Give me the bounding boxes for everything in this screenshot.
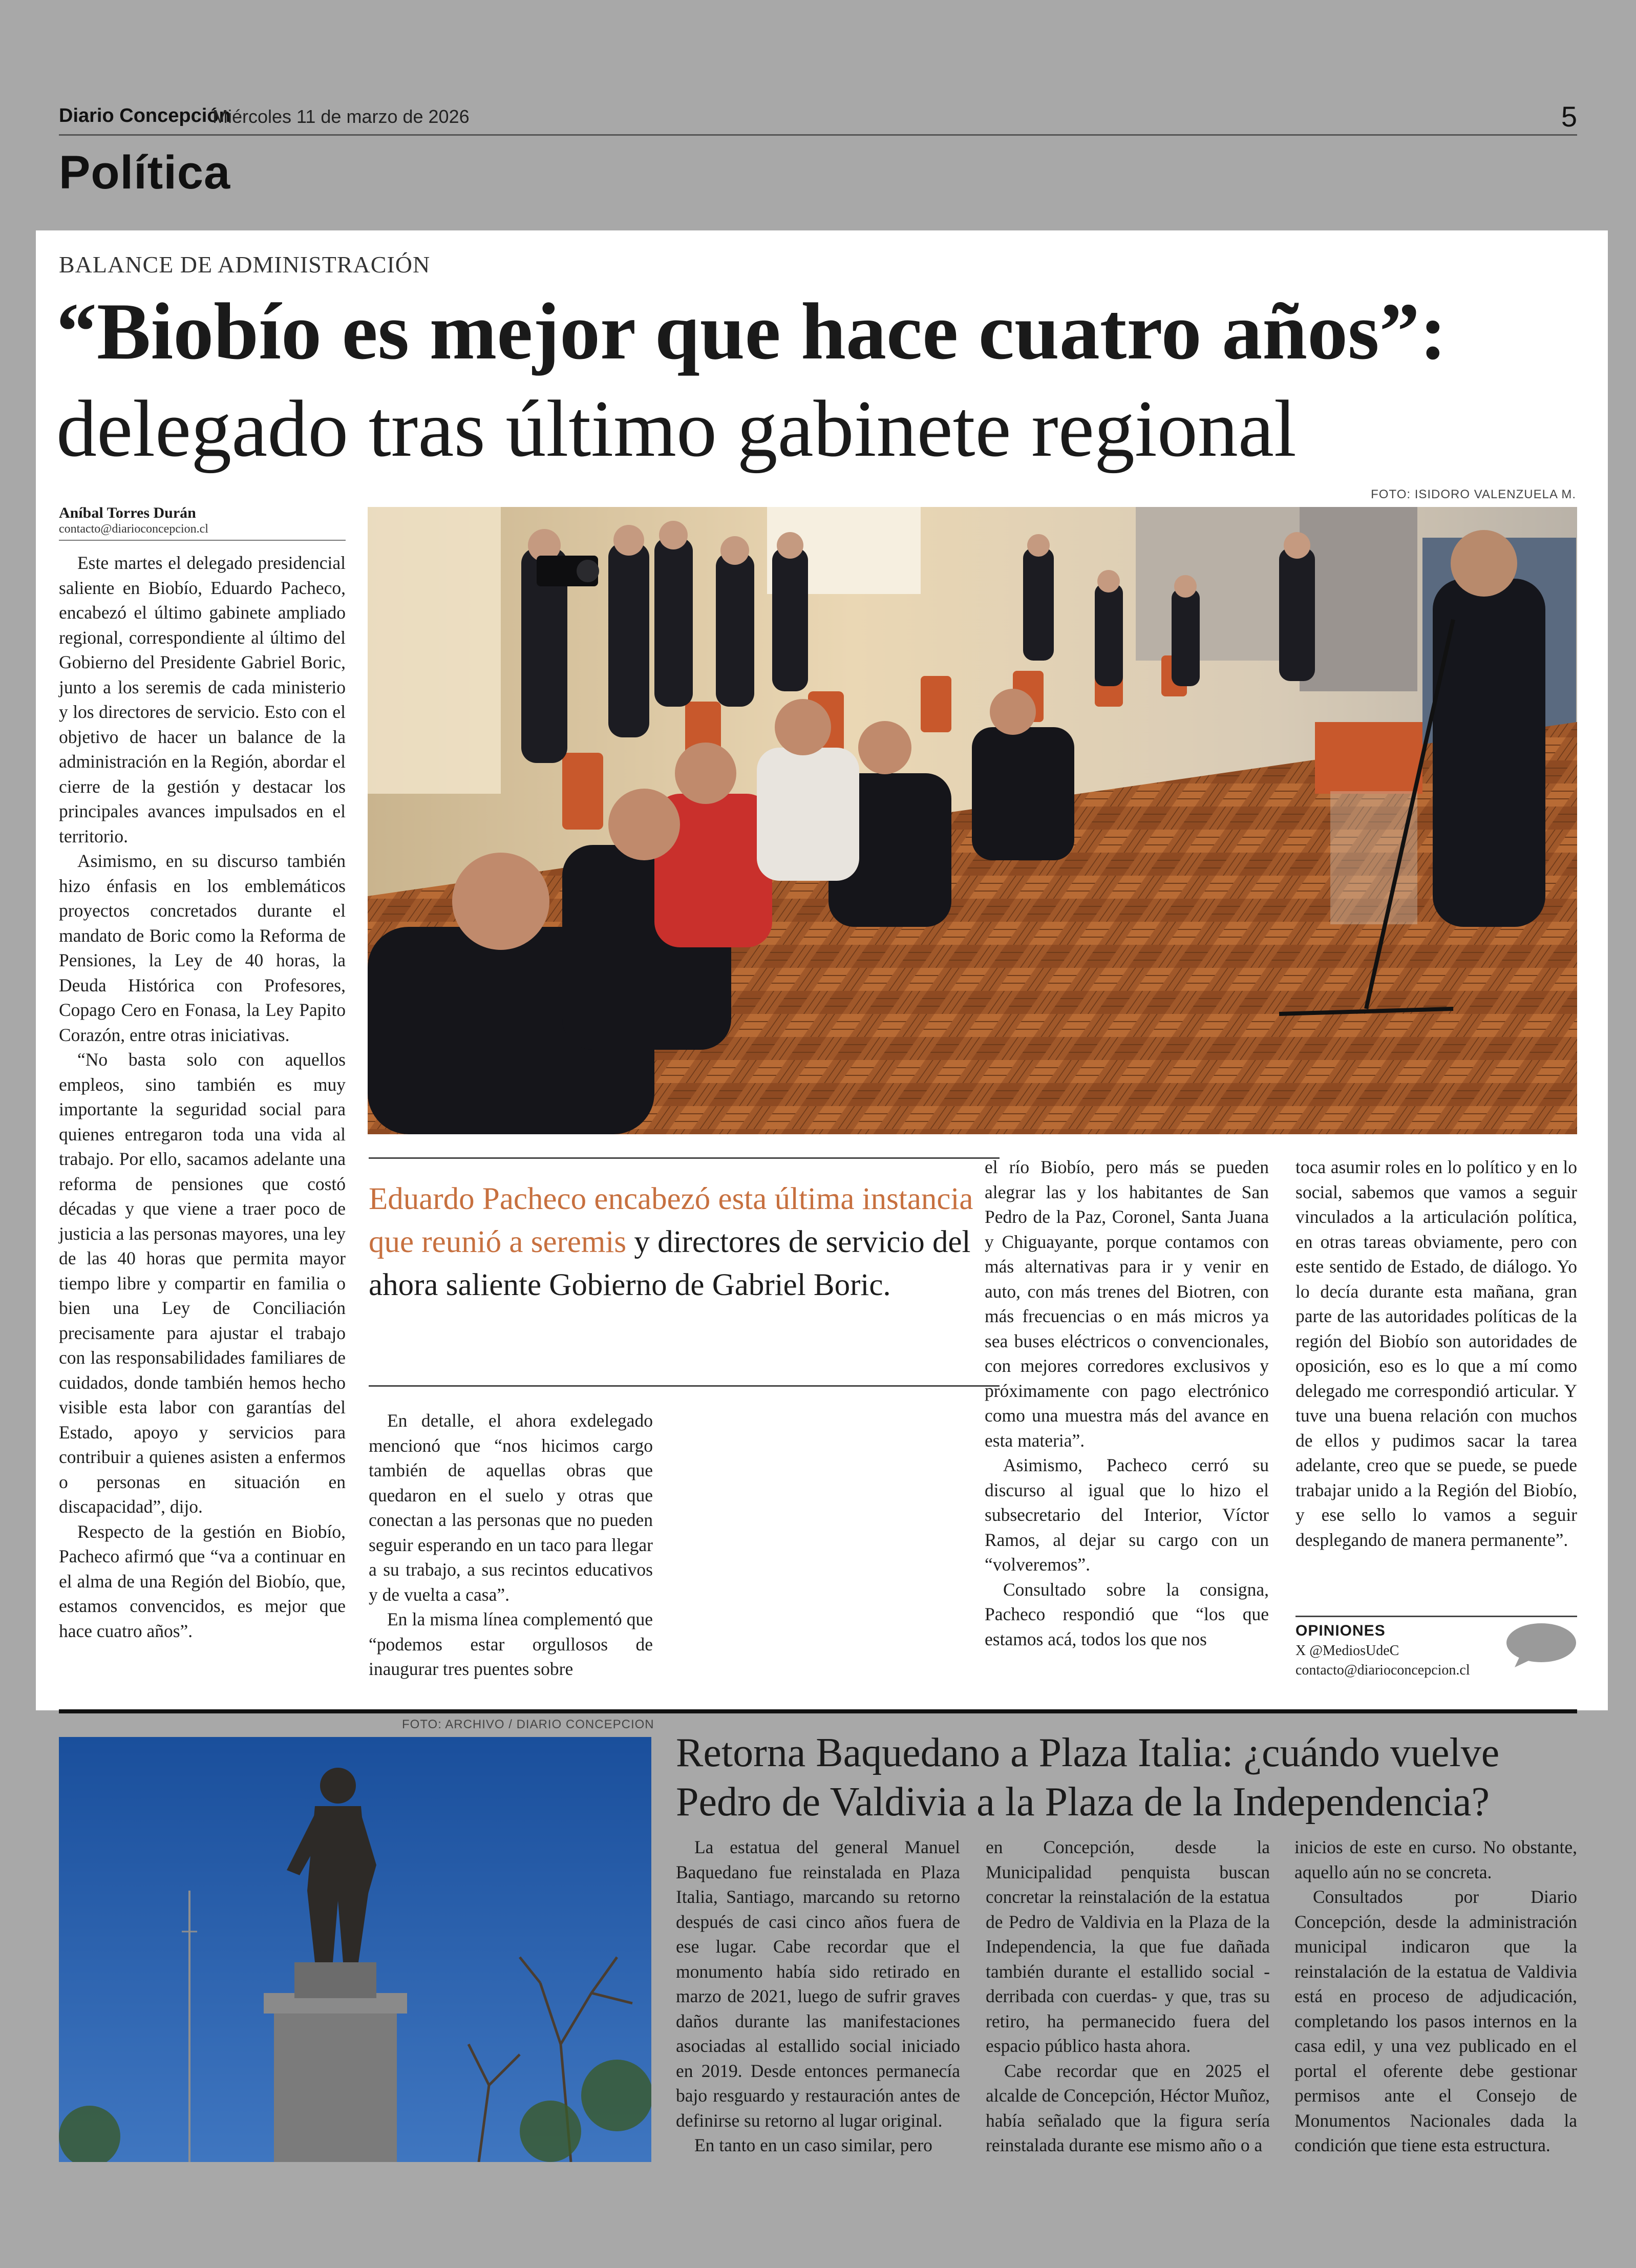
paragraph: En la misma línea complementó que “podemos estar orgullosos de inaugurar tres puentes sobre xyxy=(369,1609,653,1679)
paragraph: toca asumir roles en lo político y en lo social, sabemos que vamos a seguir vinculados a la articulación política, en otras tareas obviamente, pero con este sentido de Estado, de diálogo. Yo lo decía durante esta mañana, gran parte de las autoridades políticas de la región del Biobío son autoridades de oposición, eso es lo que a mí como delegado me correspondió articular. Y tuve una buena relación con muchos de ellos y pudimos sacar la tarea adelante, creo que se puede, se puede trabajar unido a la Región del Biobío, y ese sello lo vamos a seguir desplegando de manera permanente”. xyxy=(1295,1157,1577,1550)
lower-column-3 xyxy=(1294,1835,1577,2158)
paragraph: En tanto en un caso similar, pero xyxy=(694,2135,932,2155)
paragraph: En detalle, el ahora exdelegado mencionó que “nos hicimos cargo también de aquellas obras que quedaron en el suelo y otras que conectan a las personas que no pueden seguir esperando en un taco para llegar a su trabajo, a sus recintos educativos y de vuelta a casa”. xyxy=(369,1410,653,1605)
section-title: Política xyxy=(59,146,231,199)
lower-photo-credit: FOTO: ARCHIVO / DIARIO CONCEPCION xyxy=(402,1718,654,1731)
pullquote-top-rule xyxy=(369,1157,1000,1159)
newspaper-brand: Diario Concepción xyxy=(59,105,231,126)
page-header xyxy=(59,100,1577,136)
page-number: 5 xyxy=(1561,100,1577,133)
pull-quote-highlight: Eduardo Pacheco encabezó esta última instancia que reunió a seremis xyxy=(369,1182,973,1259)
lower-article-rule xyxy=(59,1709,1577,1713)
headline-line-1: “Biobío es mejor que hace cuatro años”: xyxy=(56,287,1447,376)
pullquote-bottom-rule xyxy=(369,1385,1000,1387)
photo-credit: FOTO: ISIDORO VALENZUELA M. xyxy=(1371,487,1576,501)
author-divider xyxy=(59,540,346,541)
opinions-social: X @MediosUdeC xyxy=(1295,1643,1399,1659)
pull-quote xyxy=(369,1178,998,1307)
opinions-email: contacto@diarioconcepcion.cl xyxy=(1295,1662,1470,1678)
main-article xyxy=(36,230,1608,1710)
article-column-3 xyxy=(985,1155,1269,1651)
paragraph: Consultado sobre la consigna, Pacheco respondió que “los que estamos acá, todos los que nos xyxy=(985,1579,1269,1649)
author-name: Aníbal Torres Durán xyxy=(59,504,196,521)
article-column-4 xyxy=(1295,1155,1577,1552)
paragraph: inicios de este en curso. No obstante, aquello aún no se concreta. xyxy=(1294,1837,1577,1882)
paragraph: Este martes el delegado presidencial saliente en Biobío, Eduardo Pacheco, encabezó el último gabinete ampliado regional, correspondiente al último del Gobierno del Presidente Gabriel Boric, junto a los seremis de cada ministerio y los directores de servicio. Esto con el objetivo de hacer un balance de la administración en la Región, abordar el cierre de la gestión y destacar los principales avances impulsados en el territorio. xyxy=(59,553,346,846)
cabinet-meeting-photo xyxy=(368,507,1577,1134)
paragraph: “No basta solo con aquellos empleos, sino también es muy importante la seguridad social para quienes entregaron toda una vida al trabajo. Por ello, sacamos adelante una reforma de pensiones que costó décadas y que viene a traer poco de justicia a las personas mayores, una ley de las 40 horas que permita mayor tiempo libre y compartir en familia o bien una Ley de Conciliación precisamente para ajustar el trabajo con las responsabilidades familiares de cuidados, donde también hemos hecho visible esta labor con garantías del Estado, apoyo y servicios para contribuir a quienes asisten a enfermos o personas en situación en discapacidad”, dijo. xyxy=(59,1049,346,1517)
issue-date: Miércoles 11 de marzo de 2026 xyxy=(213,106,470,127)
lower-headline: Retorna Baquedano a Plaza Italia: ¿cuándo vuelve Pedro de Valdivia a la Plaza de la Independencia? xyxy=(676,1730,1500,1825)
paragraph: Asimismo, en su discurso también hizo énfasis en los emblemáticos proyectos concretados durante el mandato de Boric como la Reforma de Pensiones, la Ley de 40 horas, la Deuda Histórica con Profesores, Copago Cero en Fonasa, la Ley Papito Corazón, entre otras iniciativas. xyxy=(59,851,346,1045)
headline-line-2: delegado tras último gabinete regional xyxy=(56,384,1297,474)
opinions-title: OPINIONES xyxy=(1295,1622,1386,1639)
article-column-2 xyxy=(369,1408,653,1682)
paragraph: Consultados por Diario Concepción, desde la administración municipal indicaron que la reinstalación de la estatua de Valdivia está en proceso de adjudicación, completando los pasos internos en la casa edil, y una vez publicado en el portal el oferente debe gestionar permisos ante el Consejo de Monumentos Nacionales dada la condición que tiene esta estructura. xyxy=(1294,1887,1577,2155)
lower-column-1 xyxy=(676,1835,960,2158)
lower-column-2 xyxy=(986,1835,1270,2158)
paragraph: Cabe recordar que en 2025 el alcalde de Concepción, Héctor Muñoz, había señalado que la figura sería reinstalada durante ese mismo año o a xyxy=(986,2060,1270,2155)
paragraph: en Concepción, desde la Municipalidad penquista buscan concretar la reinstalación de la estatua de Pedro de Valdivia en la Plaza de la Independencia, la que fue dañada también durante el estallido social -derribada con cuerdas- y que, tras su retiro, ha permanecido fuera del espacio público hasta ahora. xyxy=(986,1837,1270,2056)
author-email: contacto@diarioconcepcion.cl xyxy=(59,522,208,536)
statue-photo xyxy=(59,1737,651,2162)
paragraph: La estatua del general Manuel Baquedano fue reinstalada en Plaza Italia, Santiago, marcando su retorno después de casi cinco años fuera de ese lugar. Cabe recordar que el monumento había sido retirado en marzo de 2021, luego de sufrir graves daños durante las manifestaciones asociadas al estallido social iniciado en 2019. Desde entonces permanecía bajo resguardo y restauración antes de definirse su retorno al lugar original. xyxy=(676,1837,960,2131)
opinions-rule xyxy=(1295,1616,1577,1617)
paragraph: Asimismo, Pacheco cerró su discurso al igual que lo hizo el subsecretario del Interior, Víctor Ramos, al dejar su cargo con un “volveremos”. xyxy=(985,1455,1269,1575)
article-column-1 xyxy=(59,550,346,1643)
paragraph: el río Biobío, pero más se pueden alegrar las y los habitantes de San Pedro de la Paz, Coronel, Santa Juana y Chiguayante, porque contamos con más alternativas para ir y venir en auto, con más trenes del Biotren, con más frecuencias o en más micros ya sea buses eléctricos o convencionales, con mejores corredores exclusivos y próximamente con pago electrónico como una muestra más del avance en esta materia”. xyxy=(985,1157,1269,1451)
article-kicker: BALANCE DE ADMINISTRACIÓN xyxy=(59,251,431,278)
paragraph: Respecto de la gestión en Biobío, Pacheco afirmó que “va a continuar en el alma de una Región del Biobío, que, estamos convencidos, es mejor que hace cuatro años”. xyxy=(59,1521,346,1641)
pull-quote-rest: y directores de servicio del ahora saliente Gobierno de Gabriel Boric. xyxy=(369,1225,971,1302)
speech-bubble-icon xyxy=(1505,1622,1577,1668)
